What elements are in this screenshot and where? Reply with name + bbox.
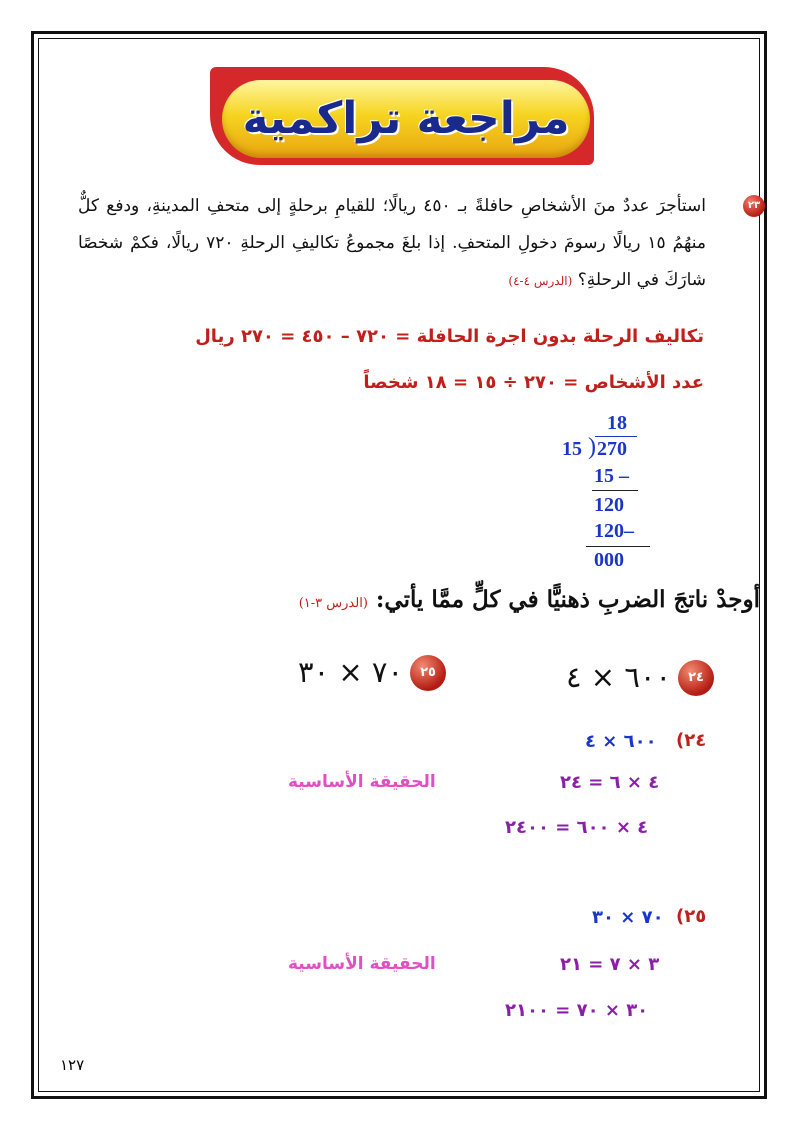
- division-step-3: 120–: [594, 520, 634, 542]
- division-remainder: 000: [594, 549, 624, 571]
- exercise-item-25-badge: ٢٥: [410, 655, 446, 691]
- exercise-lesson-ref: (الدرس ٣-١): [298, 596, 368, 611]
- question-23-lesson-ref: (الدرس ٤-٤): [508, 274, 573, 288]
- exercise-heading-text: أوجدْ ناتجَ الضربِ ذهنيًّا في كلٍّ ممَّا يأتي:: [375, 586, 760, 613]
- division-quotient: 18: [607, 412, 627, 434]
- exercise-item-24-badge: ٢٤: [678, 660, 714, 696]
- division-step-1: 15 –: [594, 465, 629, 487]
- answer-25-fact-label: الحقيقة الأساسية: [288, 954, 436, 974]
- answer-25-fact: ٣ × ٧ = ٢١: [560, 954, 660, 975]
- division-divisor: 15: [562, 438, 582, 460]
- division-step-2: 120: [594, 494, 624, 516]
- question-number-badge: ٢٣: [743, 195, 765, 217]
- answer-24-result: ٤ × ٦٠٠ = ٢٤٠٠: [505, 817, 649, 838]
- solution-line-1: تكاليف الرحلة بدون اجرة الحافلة = ٧٢٠ – ٤٥٠ = ٢٧٠ ريال: [195, 326, 704, 347]
- exercise-item-25-expr: ٧٠ × ٣٠: [298, 655, 404, 689]
- answer-24-label: ٢٤): [676, 730, 707, 751]
- page-number: ١٢٧: [60, 1056, 85, 1074]
- exercise-item-24-expr: ٦٠٠ × ٤: [566, 660, 672, 694]
- answer-25-label: ٢٥): [676, 906, 707, 927]
- answer-24-fact: ٤ × ٦ = ٢٤: [560, 772, 660, 793]
- division-dividend: 270: [597, 438, 627, 460]
- question-23-body: استأجرَ عددٌ منَ الأشخاصِ حافلةً بـ ٤٥٠ ريالًا؛ للقيامِ برحلةٍ إلى متحفِ المدينةِ، ودفع كلٌّ منهُمُ ١٥ ريالًا رسومَ دخولِ المتحفِ. إذا بلغَ مجموعُ تكاليفِ الرحلةِ ٧٢٠ ريالًا، فكمْ شخصًا شارَكَ في الرحلةِ؟: [78, 196, 707, 290]
- answer-25-expr: ٧٠ × ٣٠: [592, 907, 664, 928]
- division-bracket: ): [588, 434, 596, 460]
- division-bar: [595, 436, 637, 437]
- division-rule-1: [592, 490, 638, 491]
- solution-line-2: عدد الأشخاص = ٢٧٠ ÷ ١٥ = ١٨ شخصاً: [363, 372, 704, 393]
- division-rule-2: [586, 546, 650, 547]
- banner-title: مراجعة تراكمية: [242, 93, 570, 144]
- answer-24-expr: ٦٠٠ × ٤: [585, 731, 657, 752]
- exercise-heading: [299, 586, 760, 613]
- answer-25-result: ٣٠ × ٧٠ = ٢١٠٠: [505, 1000, 649, 1021]
- answer-24-fact-label: الحقيقة الأساسية: [288, 772, 436, 792]
- question-23-text: [78, 188, 706, 300]
